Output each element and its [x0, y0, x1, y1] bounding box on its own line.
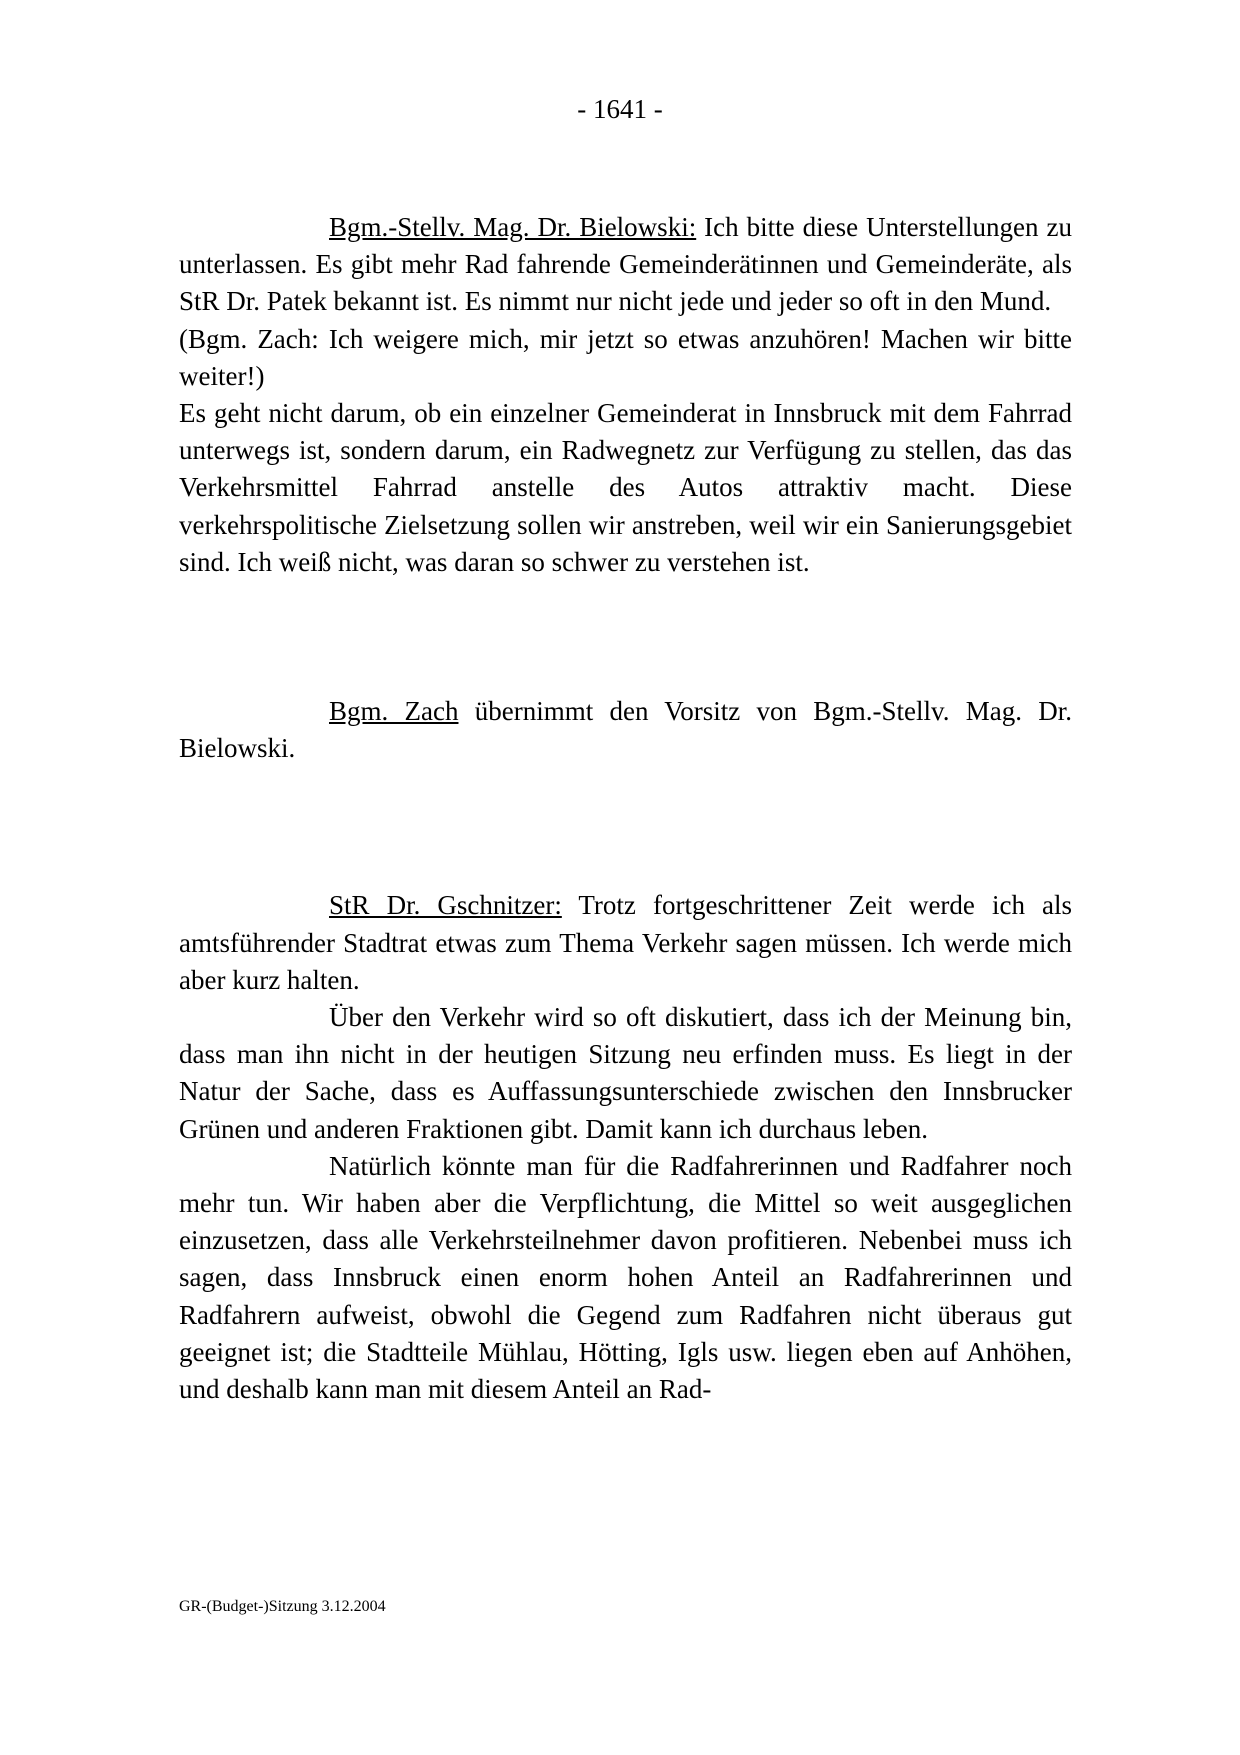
interjection: (Bgm. Zach: Ich weigere mich, mir jetzt so etwas anzuhören! Machen wir bitte weiter!) [179, 323, 1072, 391]
speech-bielowski [179, 209, 1072, 321]
note-text: übernimmt den Vorsitz von Bgm.-Stellv. Mag. Dr. Bielowski. [179, 696, 1072, 764]
spacer [179, 581, 1072, 693]
speech-continuation: Es geht nicht darum, ob ein einzelner Gemeinderat in Innsbruck mit dem Fahrrad unterwegs ist, sondern darum, ein Radwegnetz zur Verfügung zu stellen, das das Verkehrsmittel Fahrrad anstelle des Autos attraktiv macht. Diese verkehrspolitische Zielsetzung sollen wir anstreben, weil wir ein Sanierungsgebiet sind. Ich weiß nicht, was daran so schwer zu verstehen ist. [179, 398, 1072, 577]
document-body [179, 209, 1072, 1408]
speech-text: Trotz fortgeschrittener Zeit werde ich als amtsführender Stadtrat etwas zum Thema Verkehr sagen müssen. Ich werde mich aber kurz halten. [179, 890, 1072, 995]
speech-gschnitzer [179, 887, 1072, 999]
speech-text: Ich bitte diese Unterstellungen zu unterlassen. Es gibt mehr Rad fahrende Gemeinderätinnen und Gemeinderäte, als StR Dr. Patek bekannt ist. Es nimmt nur nicht jede und jeder so oft in den Mund. [179, 212, 1072, 317]
spacer [179, 767, 1072, 887]
speech-paragraph: Natürlich könnte man für die Radfahrerinnen und Radfahrer noch mehr tun. Wir haben aber die Verpflichtung, die Mittel so weit ausgeglichen einzusetzen, dass alle Verkehrsteilnehmer davon profitieren. Nebenbei muss ich sagen, dass Innsbruck einen enorm hohen Anteil an Radfahrerinnen und Radfahrern aufweist, obwohl die Gegend zum Radfahren nicht überaus gut geeignet ist; die Stadtteile Mühlau, Hötting, Igls usw. liegen eben auf Anhöhen, und deshalb kann man mit diesem Anteil an Rad- [179, 1150, 1072, 1405]
footer-session-label: GR-(Budget-)Sitzung 3.12.2004 [179, 1598, 386, 1615]
speaker-name: Bgm. Zach [329, 696, 459, 727]
speaker-name: Bgm.-Stellv. Mag. Dr. Bielowski: [329, 212, 697, 242]
speaker-name: StR Dr. Gschnitzer: [329, 890, 562, 921]
speech-paragraph: Über den Verkehr wird so oft diskutiert, dass ich der Meinung bin, dass man ihn nicht in der heutigen Sitzung neu erfinden muss. Es liegt in der Natur der Sache, dass es Auffassungsunterschiede zwischen den Innsbrucker Grünen und anderen Fraktionen gibt. Damit kann ich durchaus leben. [179, 1002, 1072, 1144]
chair-change-note [179, 693, 1072, 767]
page-number: - 1641 - [577, 94, 663, 124]
